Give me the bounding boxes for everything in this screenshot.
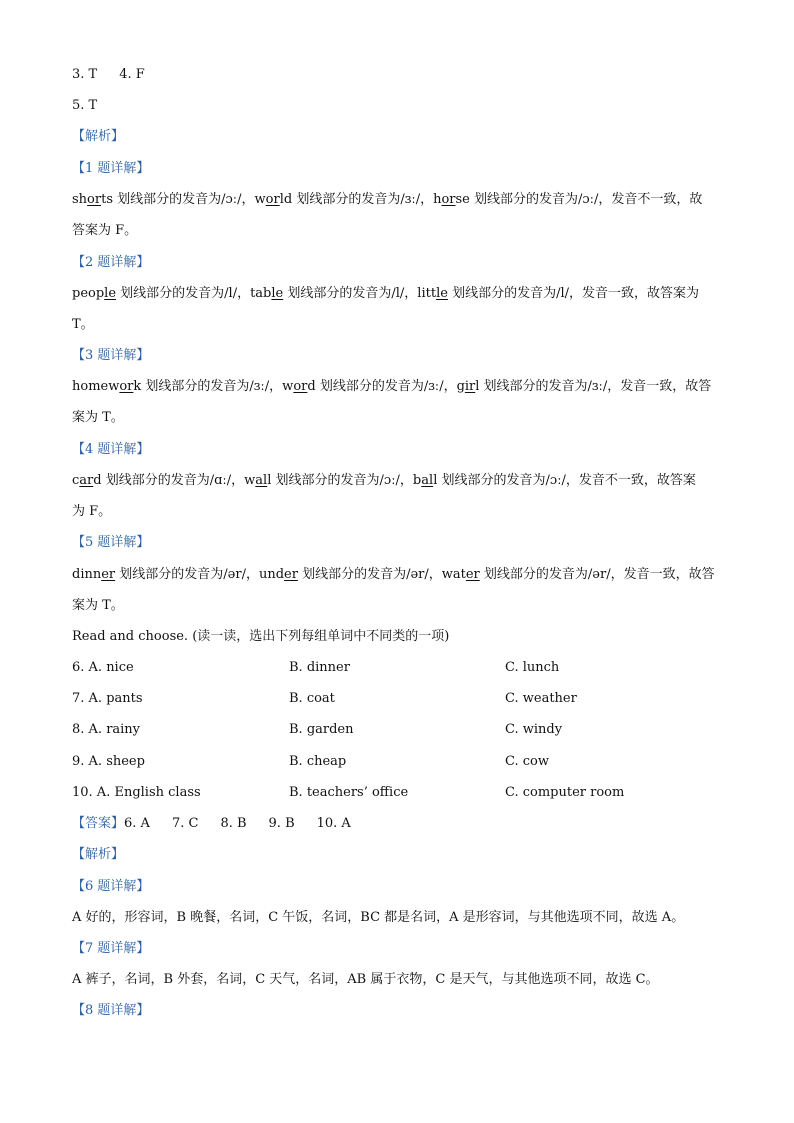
text-segment: 划线部分的发音为/ər/，und (115, 567, 285, 582)
detail-6-text: A 好的，形容词，B 晚餐，名词，C 午饭，名词，BC 都是名词，A 是形容词，与其他选项不同，故选 A。 (72, 910, 685, 925)
text-segment: d 划线部分的发音为/ɑː/，w (93, 473, 256, 488)
answer-3: 3. T (72, 67, 98, 82)
text-segment: 划线部分的发音为/l/，litt (283, 286, 437, 301)
option-c: C. weather (505, 691, 577, 706)
option-b: B. cheap (289, 754, 347, 769)
text-segment: l 划线部分的发音为/ɜː/，发音一致，故答 (475, 379, 712, 394)
text-segment: d 划线部分的发音为/ɜː/，g (307, 379, 465, 394)
text-segment: k 划线部分的发音为/ɜː/，w (133, 379, 294, 394)
underlined-segment: er (465, 567, 480, 582)
text-segment: homew (72, 379, 120, 394)
option-c: C. computer room (505, 785, 625, 800)
answer-7: 7. C (171, 816, 199, 831)
option-a: 7. A. pants (72, 691, 143, 706)
text-segment: l 划线部分的发音为/ɔː/，发音不一致，故答案 (433, 473, 696, 488)
underlined-segment: ir (464, 379, 476, 394)
text-segment: 划线部分的发音为/l/，发音一致，故答案为 (447, 286, 699, 301)
underlined-segment: al (255, 473, 268, 488)
answer-4: 4. F (119, 67, 145, 82)
option-c: C. cow (505, 754, 549, 769)
answer-10: 10. A (316, 816, 351, 831)
answer-line-5 (72, 97, 722, 115)
option-a: 6. A. nice (72, 660, 134, 675)
answer-9: 9. B (268, 816, 295, 831)
section-instruction: Read and choose. (读一读，选出下列每组单词中不同类的一项) (72, 629, 450, 644)
detail-2-heading: 【2 题详解】 (72, 255, 150, 270)
detail-1-text-cont: 答案为 F。 (72, 223, 138, 238)
text-segment: c (72, 473, 80, 488)
text-segment: dinn (72, 567, 102, 582)
detail-2-text (72, 285, 722, 303)
answer-label: 【答案】 (72, 816, 125, 831)
underlined-segment: le (436, 286, 448, 301)
answer-8: 8. B (220, 816, 247, 831)
detail-7-text: A 裤子，名词，B 外套，名词，C 天气，名词，AB 属于衣物，C 是天气，与其他选项不同，故选 C。 (72, 972, 659, 987)
underlined-segment: or (119, 379, 134, 394)
option-b: B. dinner (289, 660, 350, 675)
answer-6: 6. A (124, 816, 150, 831)
text-segment: 划线部分的发音为/l/，tab (116, 286, 272, 301)
detail-6-heading: 【6 题详解】 (72, 879, 150, 894)
text-segment: l 划线部分的发音为/ɔː/，b (267, 473, 422, 488)
answer-5: 5. T (72, 98, 98, 113)
underlined-segment: al (421, 473, 434, 488)
underlined-segment: or (87, 192, 102, 207)
detail-5-heading: 【5 题详解】 (72, 535, 150, 550)
text-segment: 划线部分的发音为/ər/，wat (297, 567, 466, 582)
underlined-segment: or (441, 192, 456, 207)
option-a: 10. A. English class (72, 785, 201, 800)
option-b: B. garden (289, 722, 354, 737)
underlined-segment: le (104, 286, 117, 301)
text-segment: 划线部分的发音为/ər/，发音一致，故答 (479, 567, 715, 582)
text-segment: sh (72, 192, 88, 207)
detail-5-text-cont: 案为 T。 (72, 598, 124, 613)
answer-key-line (72, 815, 722, 833)
detail-4-heading: 【4 题详解】 (72, 442, 150, 457)
underlined-segment: er (284, 567, 298, 582)
underlined-segment: le (271, 286, 284, 301)
underlined-segment: or (265, 192, 280, 207)
analysis-heading-2: 【解析】 (72, 847, 125, 862)
detail-1-heading: 【1 题详解】 (72, 161, 150, 176)
detail-3-text-cont: 案为 T。 (72, 410, 124, 425)
detail-7-heading: 【7 题详解】 (72, 941, 150, 956)
text-segment: ld 划线部分的发音为/ɜː/，h (279, 192, 442, 207)
detail-3-text (72, 378, 722, 396)
option-b: B. teachers’ office (289, 785, 409, 800)
text-segment: ts 划线部分的发音为/ɔː/，w (101, 192, 266, 207)
detail-3-heading: 【3 题详解】 (72, 348, 150, 363)
text-segment: peop (72, 286, 105, 301)
option-b: B. coat (289, 691, 335, 706)
analysis-heading: 【解析】 (72, 129, 125, 144)
detail-8-heading: 【8 题详解】 (72, 1003, 150, 1018)
underlined-segment: er (101, 567, 116, 582)
option-c: C. windy (505, 722, 563, 737)
option-c: C. lunch (505, 660, 560, 675)
option-a: 8. A. rainy (72, 722, 141, 737)
option-a: 9. A. sheep (72, 754, 145, 769)
detail-1-text (72, 191, 722, 209)
detail-4-text (72, 472, 722, 490)
underlined-segment: or (293, 379, 308, 394)
text-segment: se 划线部分的发音为/ɔː/，发音不一致，故 (455, 192, 703, 207)
underlined-segment: ar (79, 473, 94, 488)
detail-4-text-cont: 为 F。 (72, 504, 112, 519)
answer-line-3-4 (72, 66, 722, 84)
detail-2-text-cont: T。 (72, 317, 94, 332)
detail-5-text (72, 566, 722, 584)
